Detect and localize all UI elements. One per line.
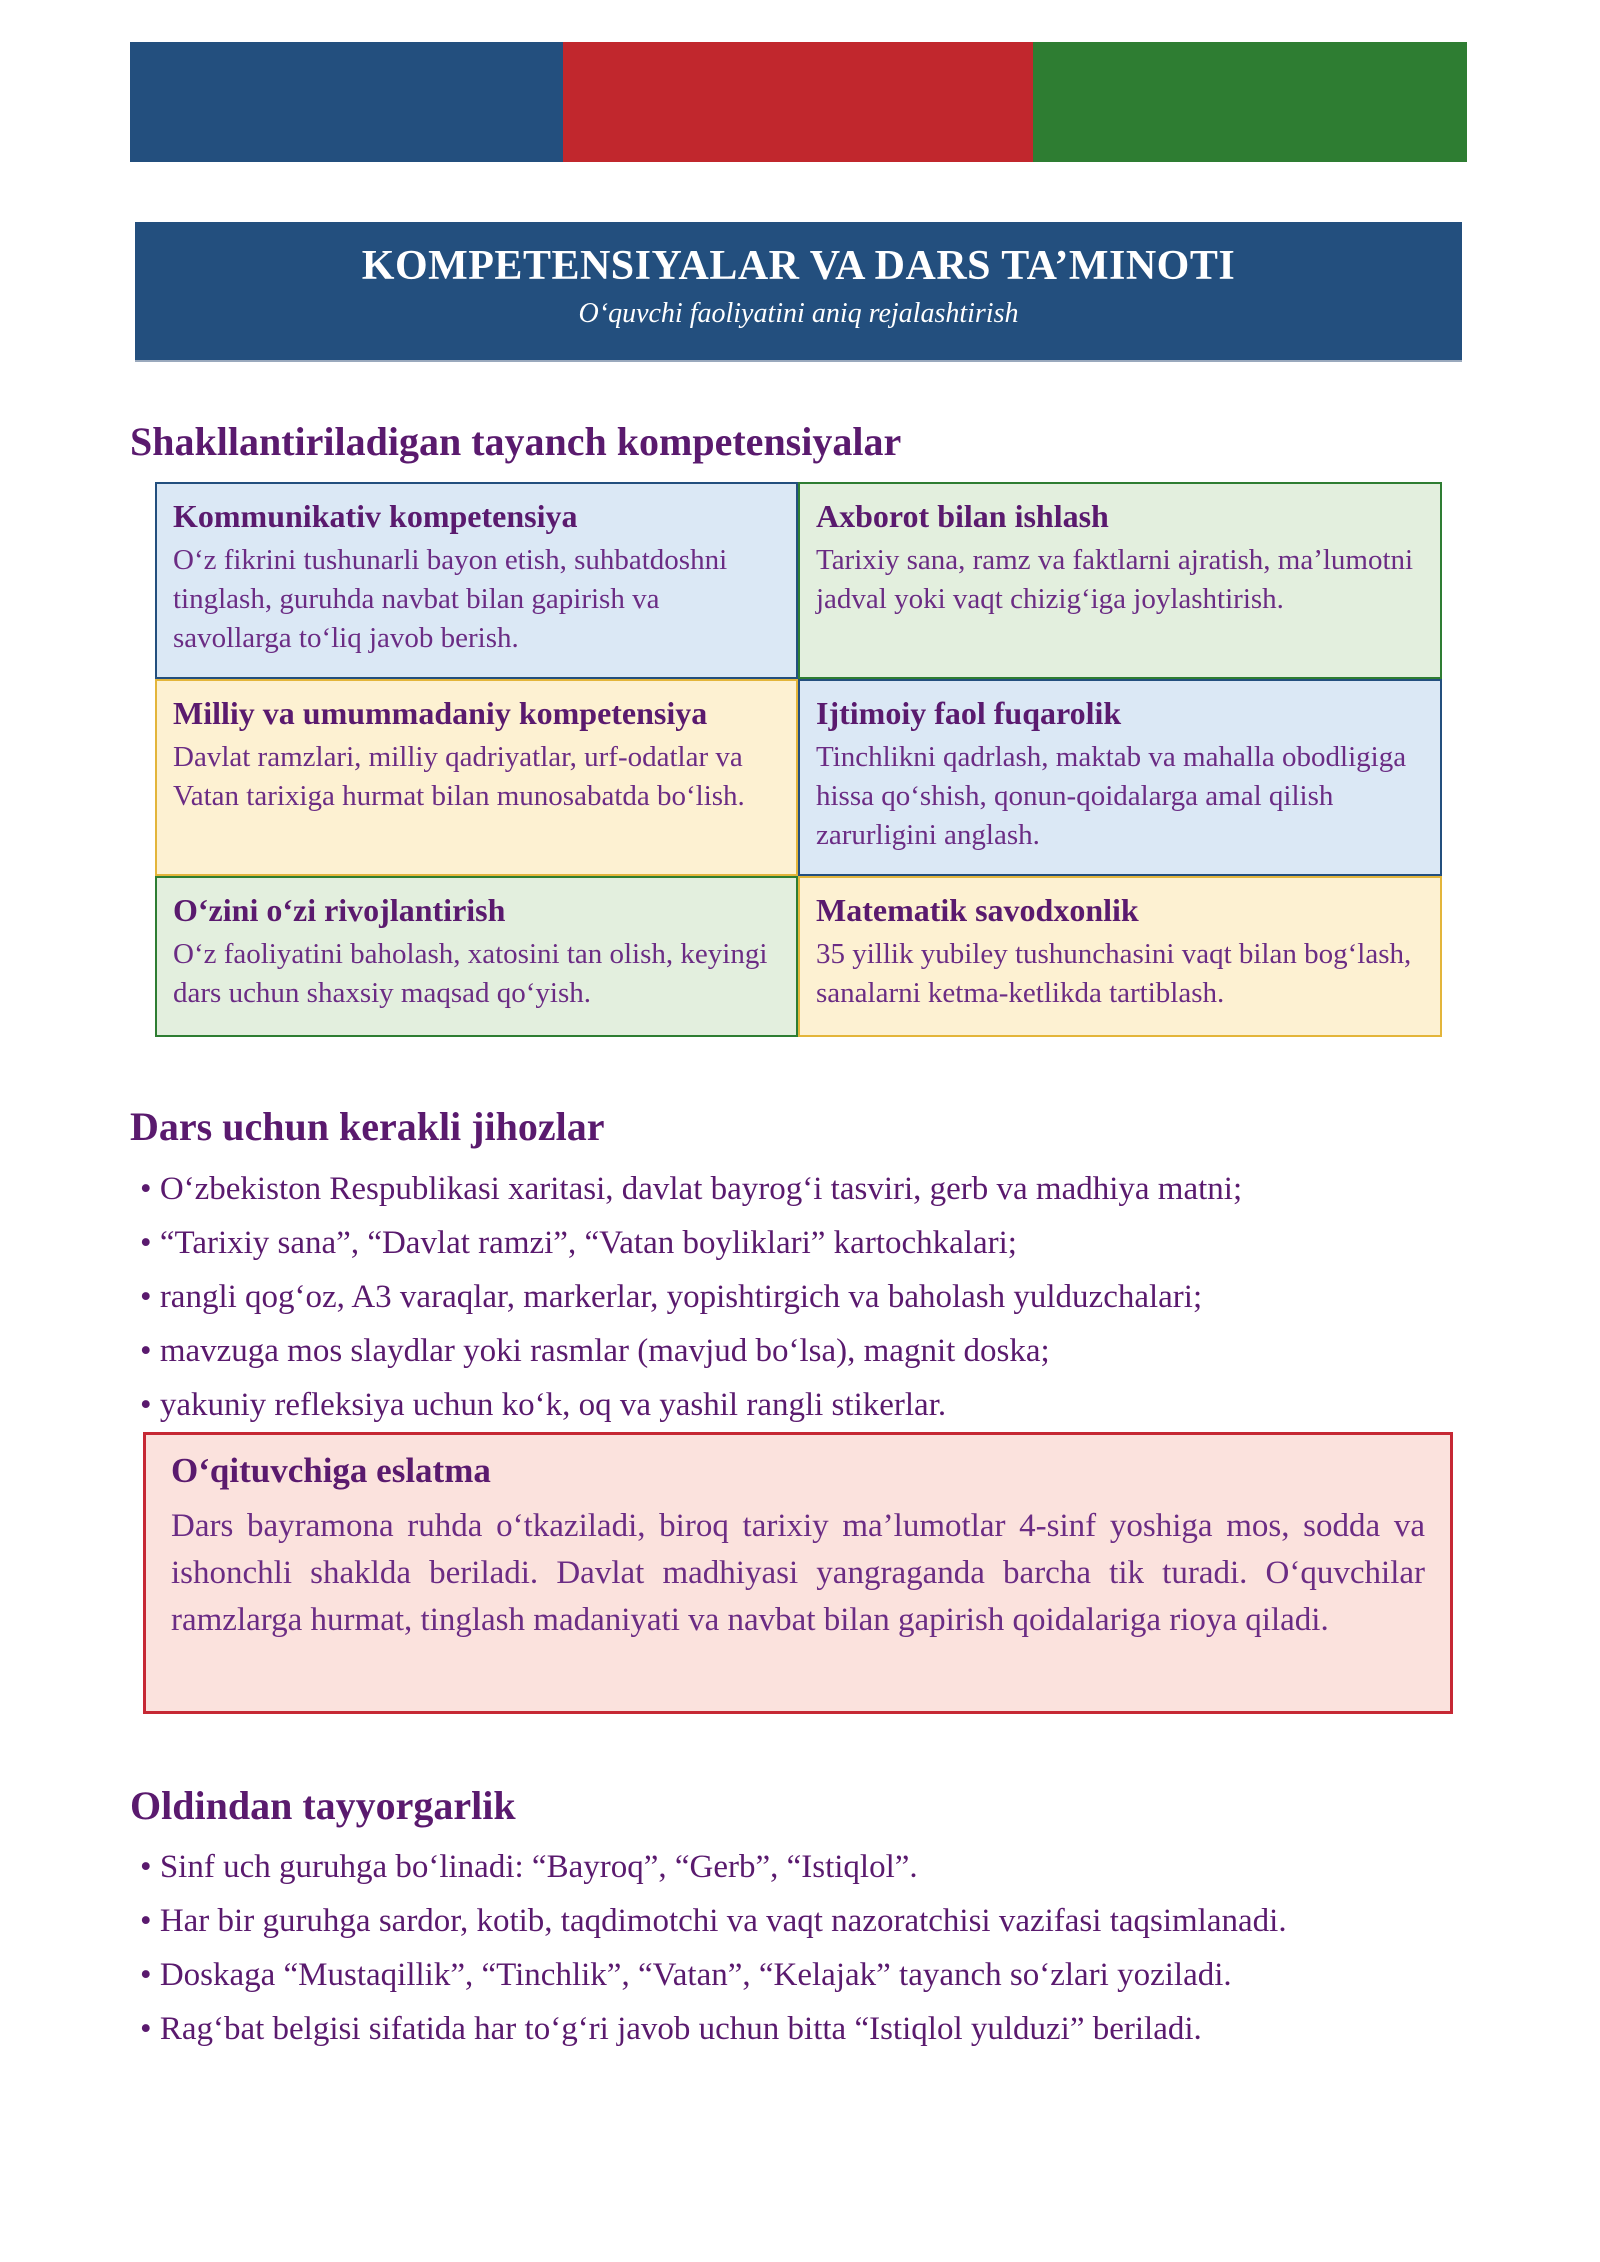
flag-stripe (130, 42, 1467, 162)
competency-text: O‘z fikrini tushunarli bayon etish, suhbatdoshni tinglash, guruhda navbat bilan gapirish va savollarga to‘liq javob berish. (173, 544, 728, 654)
list-item: • Sinf uch guruhga bo‘linadi: “Bayroq”, “Gerb”, “Istiqlol”. (140, 1840, 1470, 1894)
title-banner (135, 222, 1462, 362)
page-subtitle: O‘quvchi faoliyatini aniq rejalashtirish (578, 298, 1019, 329)
list-item: • Doskaga “Mustaqillik”, “Tinchlik”, “Vatan”, “Kelajak” tayanch so‘zlari yoziladi. (140, 1948, 1470, 2002)
flag-red-band (563, 42, 1033, 162)
competency-title: Ijtimoiy faol fuqarolik (816, 695, 1122, 731)
note-title: O‘qituvchiga eslatma (171, 1451, 491, 1490)
list-item: • rangli qog‘oz, A3 varaqlar, markerlar, yopishtirgich va baholash yulduzchalari; (140, 1270, 1470, 1324)
list-item: • mavzuga mos slaydlar yoki rasmlar (mavjud bo‘lsa), magnit doska; (140, 1324, 1470, 1378)
note-text: Dars bayramona ruhda o‘tkaziladi, biroq tarixiy ma’lumotlar 4-sinf yoshiga mos, sodda va ishonchli shaklda beriladi. Davlat madhiyasi yangraganda barcha tik turadi. O‘quvchilar ramzlarga hurmat, tinglash madaniyati va navbat bilan gapirish qoidalariga rioya qiladi. (171, 1508, 1425, 1638)
teacher-note (143, 1432, 1453, 1714)
competency-title: Milliy va umummadaniy kompetensiya (173, 695, 708, 731)
competency-card (155, 482, 798, 679)
list-item: • Har bir guruhga sardor, kotib, taqdimotchi va vaqt nazoratchisi vazifasi taqsimlanadi. (140, 1894, 1470, 1948)
competency-card (798, 679, 1442, 876)
competency-text: O‘z faoliyatini baholash, xatosini tan olish, keyingi dars uchun shaxsiy maqsad qo‘yish. (173, 938, 768, 1009)
competency-card (155, 679, 798, 876)
list-item: • O‘zbekiston Respublikasi xaritasi, davlat bayrog‘i tasviri, gerb va madhiya matni; (140, 1162, 1470, 1216)
preparation-list (140, 1840, 1470, 2056)
list-item: • yakuniy refleksiya uchun ko‘k, oq va yashil rangli stikerlar. (140, 1378, 1470, 1432)
competency-card (155, 876, 798, 1037)
competency-text: Tinchlikni qadrlash, maktab va mahalla obodligiga hissa qo‘shish, qonun-qoidalarga amal qilish zarurligini anglash. (816, 741, 1407, 851)
flag-blue-band (130, 42, 563, 162)
competency-title: O‘zini o‘zi rivojlantirish (173, 892, 506, 928)
preparation-heading: Oldindan tayyorgarlik (130, 1783, 516, 1828)
competency-card (798, 876, 1442, 1037)
competency-text: Davlat ramzlari, milliy qadriyatlar, urf-odatlar va Vatan tarixiga hurmat bilan munosabatda bo‘lish. (173, 741, 745, 812)
list-item: • Rag‘bat belgisi sifatida har to‘g‘ri javob uchun bitta “Istiqlol yulduzi” beriladi. (140, 2002, 1470, 2056)
competency-text: Tarixiy sana, ramz va faktlarni ajratish, ma’lumotni jadval yoki vaqt chizig‘iga joylashtirish. (816, 544, 1414, 615)
equipment-heading: Dars uchun kerakli jihozlar (130, 1104, 605, 1149)
competency-title: Kommunikativ kompetensiya (173, 498, 578, 534)
list-item: • “Tarixiy sana”, “Davlat ramzi”, “Vatan boyliklari” kartochkalari; (140, 1216, 1470, 1270)
competency-title: Matematik savodxonlik (816, 892, 1139, 928)
equipment-list (140, 1162, 1470, 1432)
competency-title: Axborot bilan ishlash (816, 498, 1109, 534)
competency-card (798, 482, 1442, 679)
flag-green-band (1033, 42, 1467, 162)
competency-grid (155, 482, 1442, 1037)
competency-text: 35 yillik yubiley tushunchasini vaqt bilan bog‘lash, sanalarni ketma-ketlikda tartiblash. (816, 938, 1412, 1009)
page-title: KOMPETENSIYALAR VA DARS TA’MINOTI (361, 243, 1236, 289)
competencies-heading: Shakllantiriladigan tayanch kompetensiyalar (130, 419, 902, 464)
